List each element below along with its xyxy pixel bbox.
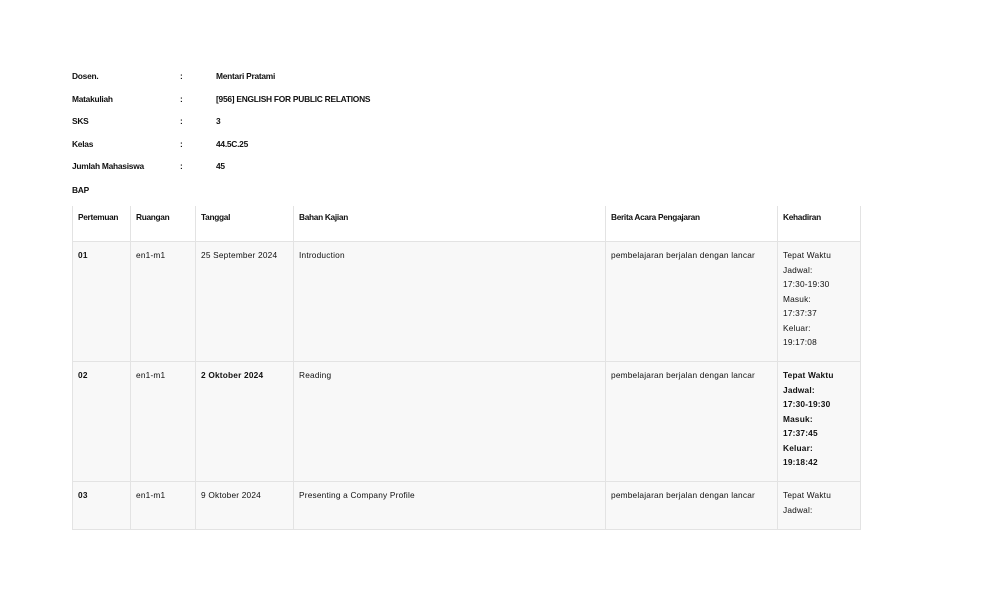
table-header-row bbox=[73, 206, 861, 242]
header-ruangan: Ruangan bbox=[131, 206, 196, 242]
kehadiran-line: 19:18:42 bbox=[783, 457, 818, 467]
header-kehadiran: Kehadiran bbox=[778, 206, 861, 242]
kehadiran-line: Masuk: bbox=[783, 293, 811, 304]
cell-pertemuan: 01 bbox=[73, 242, 131, 362]
bap-heading: BAP bbox=[72, 185, 89, 195]
info-value: Mentari Pratami bbox=[216, 71, 276, 81]
info-label: SKS bbox=[72, 116, 89, 127]
kehadiran-line: 19:17:08 bbox=[783, 337, 817, 347]
bap-table bbox=[72, 206, 861, 530]
cell-pertemuan: 03 bbox=[73, 482, 131, 530]
table-row bbox=[73, 362, 861, 482]
header-tanggal: Tanggal bbox=[196, 206, 294, 242]
kehadiran-line: Masuk: bbox=[783, 413, 813, 424]
info-colon: : bbox=[180, 93, 183, 104]
cell-berita-acara: pembelajaran berjalan dengan lancar bbox=[606, 482, 778, 530]
cell-tanggal: 2 Oktober 2024 bbox=[196, 362, 294, 482]
header-berita-acara: Berita Acara Pengajaran bbox=[606, 206, 778, 242]
kehadiran-line: Jadwal: bbox=[783, 384, 815, 395]
info-colon: : bbox=[180, 161, 183, 172]
kehadiran-line: 17:30-19:30 bbox=[783, 279, 830, 289]
cell-kehadiran bbox=[778, 242, 861, 362]
info-colon: : bbox=[180, 116, 183, 127]
kehadiran-line: Keluar: bbox=[783, 322, 811, 333]
header-pertemuan: Pertemuan bbox=[73, 206, 131, 242]
table-row bbox=[73, 482, 861, 530]
info-label: Kelas bbox=[72, 138, 94, 149]
cell-ruangan: en1-m1 bbox=[131, 482, 196, 530]
info-value: 45 bbox=[216, 161, 225, 172]
info-label: Dosen. bbox=[72, 71, 99, 81]
cell-berita-acara: pembelajaran berjalan dengan lancar bbox=[606, 362, 778, 482]
kehadiran-line: Jadwal: bbox=[783, 264, 813, 275]
info-colon: : bbox=[180, 138, 183, 149]
kehadiran-status: Tepat Waktu bbox=[783, 250, 832, 260]
kehadiran-line: 17:37:37 bbox=[783, 308, 817, 318]
kehadiran-line: Jadwal: bbox=[783, 504, 813, 515]
cell-ruangan: en1-m1 bbox=[131, 362, 196, 482]
kehadiran-status: Tepat Waktu bbox=[783, 370, 834, 380]
cell-ruangan: en1-m1 bbox=[131, 242, 196, 362]
cell-bahan-kajian: Reading bbox=[294, 362, 606, 482]
info-colon: : bbox=[180, 71, 183, 81]
info-label: Jumlah Mahasiswa bbox=[72, 161, 144, 172]
header-bahan-kajian: Bahan Kajian bbox=[294, 206, 606, 242]
kehadiran-line: 17:37:45 bbox=[783, 428, 818, 438]
cell-berita-acara: pembelajaran berjalan dengan lancar bbox=[606, 242, 778, 362]
kehadiran-line: 17:30-19:30 bbox=[783, 399, 831, 409]
kehadiran-line: Keluar: bbox=[783, 442, 813, 453]
kehadiran-status: Tepat Waktu bbox=[783, 490, 832, 500]
info-value: 3 bbox=[216, 116, 221, 127]
cell-bahan-kajian: Introduction bbox=[294, 242, 606, 362]
table-row bbox=[73, 242, 861, 362]
cell-kehadiran bbox=[778, 362, 861, 482]
cell-tanggal: 9 Oktober 2024 bbox=[196, 482, 294, 530]
cell-bahan-kajian: Presenting a Company Profile bbox=[294, 482, 606, 530]
cell-kehadiran bbox=[778, 482, 861, 530]
cell-tanggal: 25 September 2024 bbox=[196, 242, 294, 362]
cell-pertemuan: 02 bbox=[73, 362, 131, 482]
info-label: Matakuliah bbox=[72, 93, 113, 104]
info-value: 44.5C.25 bbox=[216, 138, 248, 149]
info-value: [956] ENGLISH FOR PUBLIC RELATIONS bbox=[216, 93, 371, 104]
